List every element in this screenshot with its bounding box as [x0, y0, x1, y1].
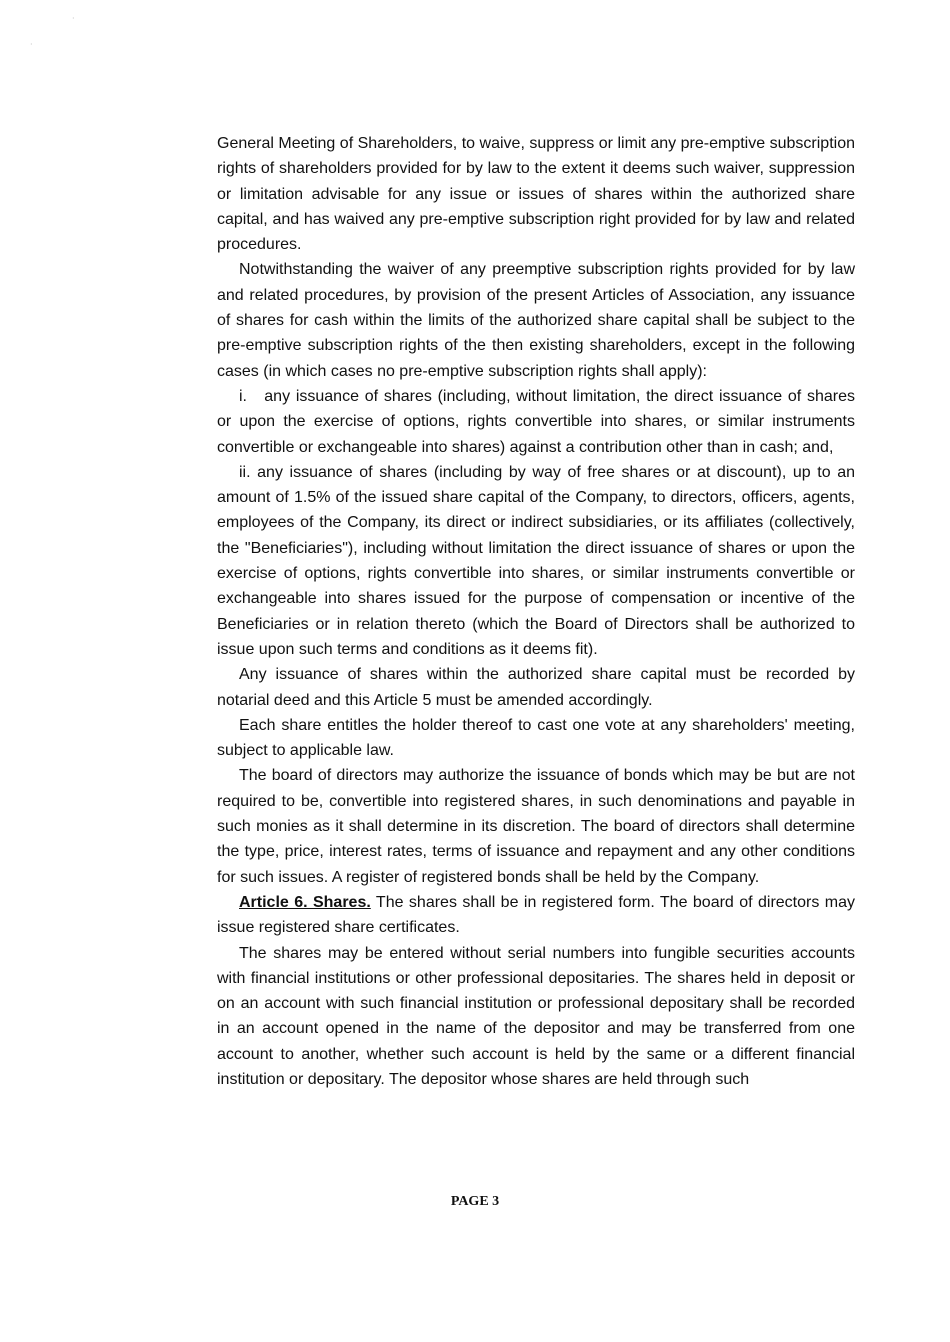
paragraph-issuance-notarial: Any issuance of shares within the authorized share capital must be recorded by notarial deed and this Article 5 must be amended accordingly. [217, 666, 855, 709]
list-item-ii: ii. any issuance of shares (including by way of free shares or at discount), up to an amount of 1.5% of the issued share capital of the Company, to directors, officers, agents, employees of the Company, its direct or indirect subsidiaries, or its affiliates (collectively, the "Beneficiaries"), including without limitation the direct issuance of shares or upon the exercise of options, rights convertible into shares, or similar instruments convertible or exchangeable into shares issued for the purpose of compensation or incentive of the Beneficiaries or in relation thereto (which the Board of Directors shall be authorized to issue upon such terms and conditions as it deems fit). [217, 463, 855, 658]
paragraph-2: Notwithstanding the waiver of any preemptive subscription rights provided for by law and related procedures, by provision of the present Articles of Association, any issuance of shares for cash within the limits of the authorized share capital shall be subject to the pre-emptive subscription rights of the then existing shareholders, except in the following cases (in which cases no pre-emptive subscription rights shall apply): [217, 261, 855, 380]
paragraph-article-6 [217, 890, 855, 941]
page-number: PAGE 3 [450, 1194, 500, 1209]
article-6-heading: Article 6. Shares. [239, 893, 371, 911]
paragraph-bonds: The board of directors may authorize the issuance of bonds which may be but are not required to be, convertible into registered shares, in such denominations and payable in such monies as it shall determine in its discretion. The board of directors shall determine the type, price, interest rates, terms of issuance and repayment and any other conditions for such issues. A register of registered bonds shall be held by the Company. [217, 767, 855, 886]
article-6-text: The shares shall be in registered form. The board of directors may issue registered share certificates. [217, 893, 855, 937]
scan-speck-icon: · [30, 40, 33, 49]
paragraph-1: General Meeting of Shareholders, to waive, suppress or limit any pre-emptive subscription rights of shareholders provided for by law to the extent it deems such waiver, suppression or limitation advisable for any issue or issues of shares within the authorized share capital, and has waived any pre-emptive subscription right provided for by law and related procedures. [217, 135, 855, 254]
list-item-i: i. any issuance of shares (including, without limitation, the direct issuance of shares or upon the exercise of options, rights convertible into shares, or similar instruments convertible or exchangeable into shares) against a contribution other than in cash; and, [217, 387, 855, 456]
document-body [217, 131, 855, 1092]
paragraph-securities-accounts: The shares may be entered without serial numbers into fungible securities accounts with financial institutions or other professional depositaries. The shares held in deposit or on an account with such financial institution or professional depositary shall be recorded in an account opened in the name of the depositor and may be transferred from one account to another, whether such account is held by the same or a different financial institution or depositary. The depositor whose shares are held through such [217, 944, 855, 1088]
paragraph-voting: Each share entitles the holder thereof to cast one vote at any shareholders' meeting, subject to applicable law. [217, 716, 855, 760]
scan-speck-icon: · [72, 14, 75, 23]
